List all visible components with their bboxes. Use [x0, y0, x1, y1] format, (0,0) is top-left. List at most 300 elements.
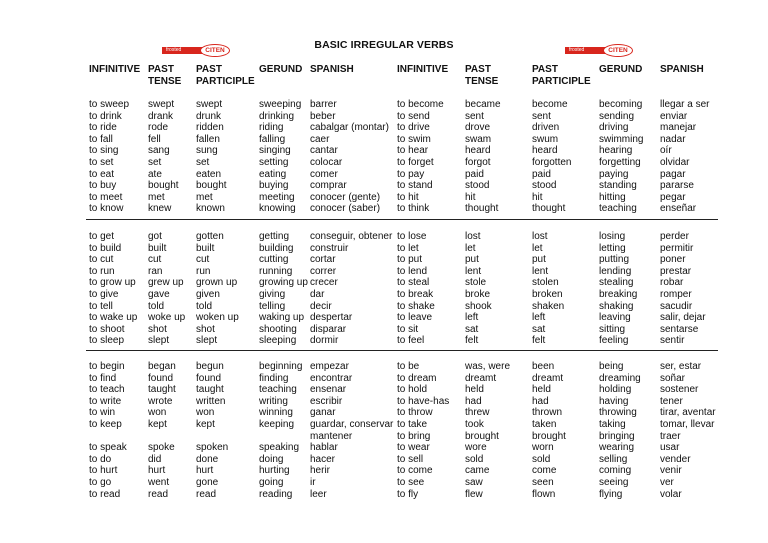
infinitive-cell: to keep: [89, 419, 122, 430]
spanish-cell: tomar, llevar: [660, 419, 715, 430]
past-tense-cell: woke up: [148, 312, 186, 324]
past-participle-cell: fallen: [196, 133, 220, 145]
past-tense-cell: was, were: [465, 361, 511, 372]
infinitive-cell: to stand: [397, 180, 433, 192]
infinitive-cell: to speak: [89, 442, 127, 454]
past-participle-cell: begun: [196, 361, 224, 372]
logo-brand: CITEN: [603, 44, 633, 57]
past-participle-cell: grown up: [196, 277, 238, 289]
gerund-cell: hitting: [599, 191, 626, 203]
spanish-cell: sentarse: [660, 323, 699, 335]
past-tense-cell: drove: [465, 122, 491, 134]
spanish-cell: prestar: [660, 265, 692, 277]
gerund-cell: growing up: [259, 277, 308, 289]
spanish-cell: beber: [310, 110, 336, 122]
spanish-cell: romper: [660, 289, 692, 300]
past-participle-cell: broken: [532, 289, 563, 300]
past-tense-cell: met: [148, 191, 165, 203]
infinitive-cell: to set: [89, 157, 114, 168]
past-participle-cell: woken up: [196, 312, 239, 324]
gerund-cell: building: [259, 242, 294, 254]
gerund-header: GERUND: [599, 64, 643, 75]
past-tense-cell: got: [148, 231, 162, 242]
past-tense-cell: shot: [148, 323, 167, 335]
past-tense-cell: ate: [148, 168, 162, 180]
spanish-cell: conocer (gente): [310, 191, 381, 203]
infinitive-cell: to sing: [89, 145, 119, 157]
spanish-cell: nadar: [660, 133, 686, 145]
spanish-cell: correr: [310, 265, 337, 277]
past-tense-cell: spoke: [148, 442, 175, 454]
spanish-cell: venir: [660, 465, 682, 477]
gerund-cell: breaking: [599, 289, 638, 300]
gerund-cell: waking up: [259, 312, 305, 324]
past-tense-header: PAST: [465, 64, 491, 75]
past-participle-cell: bought: [196, 180, 227, 192]
gerund-cell: hurting: [259, 465, 290, 477]
past-tense-cell: brought: [465, 430, 499, 442]
spanish-cell: vender: [660, 453, 691, 465]
publisher-logo: [565, 44, 637, 57]
gerund-cell: sending: [599, 110, 635, 122]
infinitive-cell: to sleep: [89, 335, 125, 347]
past-participle-cell: dreamt: [532, 372, 564, 384]
spanish-cell: traer: [660, 430, 681, 442]
gerund-cell: hearing: [599, 145, 633, 157]
spanish-cell: poner: [660, 254, 686, 266]
spanish-cell: ir: [310, 477, 316, 488]
gerund-cell: shaking: [599, 300, 634, 312]
past-tense-cell: bought: [148, 180, 179, 192]
infinitive-cell: to hear: [397, 145, 429, 157]
infinitive-cell: to buy: [89, 180, 117, 192]
gerund-cell: running: [259, 265, 293, 277]
gerund-cell: cutting: [259, 254, 289, 266]
spanish-cell: tener: [660, 395, 683, 407]
past-tense-cell: lent: [465, 265, 482, 277]
spanish-cell: hacer: [310, 453, 336, 465]
spanish-cell: empezar: [310, 361, 349, 372]
past-participle-cell: sent: [532, 110, 551, 122]
gerund-cell: losing: [599, 231, 626, 242]
past-participle-cell: lent: [532, 265, 549, 277]
past-participle-cell: slept: [196, 335, 218, 347]
past-tense-cell: read: [148, 488, 169, 500]
infinitive-cell: to let: [397, 242, 419, 254]
past-tense-cell: won: [148, 407, 167, 419]
gerund-cell: knowing: [259, 203, 296, 215]
gerund-cell: going: [259, 477, 284, 488]
gerund-cell: flying: [599, 488, 623, 500]
past-tense-cell: shook: [465, 300, 492, 312]
gerund-cell: buying: [259, 180, 289, 192]
gerund-cell: holding: [599, 384, 632, 396]
past-participle-cell: come: [532, 465, 557, 477]
past-participle-cell: sung: [196, 145, 218, 157]
past-participle-cell: drunk: [196, 110, 222, 122]
past-participle-cell: hurt: [196, 465, 214, 477]
past-participle-cell: let: [532, 242, 543, 254]
spanish-cell: despertar: [310, 312, 353, 324]
gerund-cell: finding: [259, 372, 289, 384]
infinitive-cell: to forget: [397, 157, 434, 168]
past-participle-cell: kept: [196, 419, 215, 430]
past-participle-cell: won: [196, 407, 215, 419]
infinitive-cell: to fall: [89, 133, 113, 145]
infinitive-cell: to take: [397, 419, 428, 430]
spanish-cell: herir: [310, 465, 331, 477]
spanish-cell: crecer: [310, 277, 338, 289]
infinitive-cell: to throw: [397, 407, 433, 419]
gerund-cell: doing: [259, 453, 284, 465]
past-tense-cell: threw: [465, 407, 490, 419]
spanish-cell: tirar, aventar: [660, 407, 716, 419]
past-participle-cell: heard: [532, 145, 558, 157]
spanish-cell: pararse: [660, 180, 694, 192]
infinitive-cell: to feel: [397, 335, 425, 347]
gerund-cell: writing: [259, 395, 288, 407]
past-tense-cell: sang: [148, 145, 170, 157]
infinitive-cell: to swim: [397, 133, 431, 145]
past-tense-cell: wrote: [148, 395, 173, 407]
past-participle-cell: flown: [532, 488, 556, 500]
past-tense-cell: sold: [465, 453, 484, 465]
infinitive-cell: to shake: [397, 300, 435, 312]
gerund-cell: leaving: [599, 312, 631, 324]
spanish-cell: dar: [310, 289, 325, 300]
infinitive-cell: to wear: [397, 442, 430, 454]
past-participle-cell: left: [532, 312, 546, 324]
past-participle-cell: hit: [532, 191, 543, 203]
past-participle-cell: thought: [532, 203, 566, 215]
past-participle-header: PARTICIPLE: [196, 76, 255, 87]
infinitive-cell: to meet: [89, 191, 123, 203]
past-participle-cell: brought: [532, 430, 566, 442]
past-tense-cell: gave: [148, 289, 170, 300]
infinitive-cell: to become: [397, 99, 444, 110]
infinitive-cell: to fly: [397, 488, 419, 500]
past-tense-cell: sent: [465, 110, 484, 122]
past-tense-cell: left: [465, 312, 479, 324]
spanish-cell: enseñar: [660, 203, 697, 215]
past-participle-cell: seen: [532, 477, 554, 488]
past-participle-cell: had: [532, 395, 549, 407]
infinitive-cell: to wake up: [89, 312, 138, 324]
past-tense-cell: swept: [148, 99, 175, 110]
past-participle-cell: gone: [196, 477, 219, 488]
spanish-cell: dormir: [310, 335, 339, 347]
past-tense-cell: drank: [148, 110, 174, 122]
past-tense-cell: held: [465, 384, 484, 396]
past-tense-header: TENSE: [148, 76, 182, 87]
gerund-cell: eating: [259, 168, 287, 180]
infinitive-cell: to think: [397, 203, 430, 215]
spanish-cell: sacudir: [660, 300, 693, 312]
gerund-cell: keeping: [259, 419, 295, 430]
past-participle-cell: given: [196, 289, 220, 300]
infinitive-cell: to dream: [397, 372, 437, 384]
infinitive-cell: to shoot: [89, 323, 125, 335]
infinitive-cell: to tell: [89, 300, 113, 312]
past-tense-cell: forgot: [465, 157, 491, 168]
infinitive-cell: to pay: [397, 168, 425, 180]
past-tense-cell: dreamt: [465, 372, 497, 384]
past-participle-cell: written: [196, 395, 226, 407]
past-participle-cell: paid: [532, 168, 551, 180]
past-tense-cell: swam: [465, 133, 492, 145]
logo-tag: frosted: [162, 47, 204, 54]
spanish-cell: pagar: [660, 168, 686, 180]
spanish-cell: comer: [310, 168, 338, 180]
gerund-cell: giving: [259, 289, 286, 300]
spanish-cell: conocer (saber): [310, 203, 381, 215]
infinitive-cell: to know: [89, 203, 124, 215]
past-tense-cell: kept: [148, 419, 167, 430]
infinitive-cell: to get: [89, 231, 115, 242]
past-tense-cell: felt: [465, 335, 479, 347]
past-tense-cell: thought: [465, 203, 499, 215]
gerund-cell: swimming: [599, 133, 644, 145]
gerund-cell: wearing: [599, 442, 635, 454]
past-participle-cell: driven: [532, 122, 560, 134]
past-participle-cell: met: [196, 191, 213, 203]
past-participle-cell: spoken: [196, 442, 229, 454]
past-participle-cell: eaten: [196, 168, 222, 180]
past-participle-cell: set: [196, 157, 210, 168]
past-participle-cell: sat: [532, 323, 546, 335]
infinitive-cell: to drive: [397, 122, 430, 134]
gerund-cell: sweeping: [259, 99, 302, 110]
past-tense-cell: fell: [148, 133, 161, 145]
gerund-cell: throwing: [599, 407, 637, 419]
gerund-cell: letting: [599, 242, 626, 254]
past-tense-cell: heard: [465, 145, 491, 157]
spanish-cell: ensenar: [310, 384, 347, 396]
spanish-cell: ver: [660, 477, 674, 488]
spanish-cell: sentir: [660, 335, 685, 347]
spanish-cell: conseguir, obtener: [310, 231, 393, 242]
gerund-cell: dreaming: [599, 372, 641, 384]
spanish-cell: caer: [310, 133, 330, 145]
past-participle-cell: ridden: [196, 122, 224, 134]
past-tense-cell: lost: [465, 231, 481, 242]
spanish-cell: llegar a ser: [660, 99, 710, 110]
gerund-cell: taking: [599, 419, 626, 430]
past-tense-cell: ran: [148, 265, 163, 277]
gerund-cell: singing: [259, 145, 291, 157]
infinitive-cell: to drink: [89, 110, 122, 122]
past-participle-cell: taken: [532, 419, 557, 430]
infinitive-cell: to sit: [397, 323, 419, 335]
gerund-cell: being: [599, 361, 624, 372]
infinitive-cell: to find: [89, 372, 117, 384]
past-participle-cell: felt: [532, 335, 546, 347]
infinitive-cell: to be: [397, 361, 420, 372]
gerund-cell: lending: [599, 265, 632, 277]
past-participle-cell: put: [532, 254, 546, 266]
past-tense-cell: began: [148, 361, 176, 372]
gerund-cell: telling: [259, 300, 286, 312]
past-tense-cell: built: [148, 242, 167, 254]
past-tense-cell: saw: [465, 477, 483, 488]
spanish-cell: pegar: [660, 191, 686, 203]
infinitive-cell: to go: [89, 477, 112, 488]
past-participle-cell: run: [196, 265, 211, 277]
past-participle-header: PARTICIPLE: [532, 76, 591, 87]
spanish-cell: enviar: [660, 110, 688, 122]
infinitive-cell: to hit: [397, 191, 419, 203]
gerund-cell: beginning: [259, 361, 303, 372]
spanish-cell: volar: [660, 488, 682, 500]
gerund-cell: teaching: [599, 203, 637, 215]
infinitive-header: INFINITIVE: [397, 64, 449, 75]
gerund-cell: forgetting: [599, 157, 641, 168]
past-tense-cell: told: [148, 300, 165, 312]
spanish-cell: hablar: [310, 442, 338, 454]
infinitive-cell: to send: [397, 110, 430, 122]
gerund-cell: speaking: [259, 442, 300, 454]
spanish-cell: manejar: [660, 122, 697, 134]
spanish-cell: cortar: [310, 254, 336, 266]
gerund-cell: becoming: [599, 99, 643, 110]
gerund-cell: meeting: [259, 191, 295, 203]
past-tense-cell: knew: [148, 203, 172, 215]
past-participle-cell: swum: [532, 133, 559, 145]
past-tense-cell: wore: [465, 442, 487, 454]
spanish-cell: barrer: [310, 99, 337, 110]
past-tense-cell: stood: [465, 180, 490, 192]
gerund-cell: winning: [259, 407, 293, 419]
past-tense-cell: put: [465, 254, 479, 266]
past-tense-header: TENSE: [465, 76, 499, 87]
infinitive-cell: to begin: [89, 361, 125, 372]
gerund-cell: drinking: [259, 110, 295, 122]
gerund-cell: sleeping: [259, 335, 297, 347]
past-participle-cell: known: [196, 203, 225, 215]
past-participle-cell: forgotten: [532, 157, 572, 168]
gerund-cell: selling: [599, 453, 628, 465]
infinitive-cell: to build: [89, 242, 122, 254]
past-tense-cell: sat: [465, 323, 479, 335]
past-tense-cell: flew: [465, 488, 483, 500]
past-tense-cell: found: [148, 372, 174, 384]
infinitive-cell: to steal: [397, 277, 430, 289]
past-participle-cell: thrown: [532, 407, 563, 419]
infinitive-cell: to hold: [397, 384, 428, 396]
spanish-cell: olvidar: [660, 157, 690, 168]
gerund-cell: stealing: [599, 277, 634, 289]
infinitive-cell: to grow up: [89, 277, 136, 289]
past-participle-cell: lost: [532, 231, 548, 242]
gerund-cell: sitting: [599, 323, 626, 335]
spanish-cell: usar: [660, 442, 680, 454]
gerund-cell: putting: [599, 254, 630, 266]
past-participle-cell: read: [196, 488, 217, 500]
past-participle-cell: taught: [196, 384, 224, 396]
gerund-cell: having: [599, 395, 629, 407]
past-participle-cell: stolen: [532, 277, 559, 289]
past-participle-cell: been: [532, 361, 555, 372]
infinitive-cell: to lose: [397, 231, 427, 242]
past-participle-cell: stood: [532, 180, 557, 192]
infinitive-cell: to see: [397, 477, 425, 488]
infinitive-cell: to bring: [397, 430, 431, 442]
infinitive-cell: to break: [397, 289, 434, 300]
gerund-cell: standing: [599, 180, 637, 192]
spanish-cell: escribir: [310, 395, 343, 407]
gerund-cell: riding: [259, 122, 284, 134]
spanish-cell: decir: [310, 300, 332, 312]
gerund-cell: bringing: [599, 430, 635, 442]
past-tense-cell: had: [465, 395, 482, 407]
infinitive-cell: to do: [89, 453, 112, 465]
gerund-cell: seeing: [599, 477, 629, 488]
past-tense-header: PAST: [148, 64, 174, 75]
spanish-cell: oír: [660, 145, 672, 157]
gerund-cell: reading: [259, 488, 293, 500]
section-divider: [86, 350, 718, 351]
infinitive-cell: to sweep: [89, 99, 130, 110]
past-participle-cell: shaken: [532, 300, 565, 312]
past-participle-cell: gotten: [196, 231, 224, 242]
infinitive-cell: to sell: [397, 453, 424, 465]
spanish-cell: salir, dejar: [660, 312, 706, 324]
past-participle-cell: held: [532, 384, 551, 396]
infinitive-cell: to run: [89, 265, 115, 277]
past-participle-cell: found: [196, 372, 222, 384]
gerund-cell: teaching: [259, 384, 297, 396]
past-tense-cell: did: [148, 453, 162, 465]
spanish-cell: disparar: [310, 323, 347, 335]
past-tense-cell: became: [465, 99, 501, 110]
infinitive-cell: to give: [89, 289, 119, 300]
infinitive-cell: to lend: [397, 265, 428, 277]
past-tense-cell: grew up: [148, 277, 184, 289]
gerund-cell: shooting: [259, 323, 297, 335]
section-divider: [86, 219, 718, 220]
spanish-cell: mantener: [310, 430, 353, 442]
past-tense-cell: paid: [465, 168, 484, 180]
spanish-cell: robar: [660, 277, 684, 289]
logo-tag: frosted: [565, 47, 607, 54]
spanish-cell: cantar: [310, 145, 338, 157]
past-tense-cell: stole: [465, 277, 487, 289]
past-tense-cell: went: [148, 477, 170, 488]
past-participle-cell: swept: [196, 99, 223, 110]
past-participle-cell: built: [196, 242, 215, 254]
publisher-logo: [162, 44, 234, 57]
past-tense-cell: broke: [465, 289, 491, 300]
infinitive-cell: to come: [397, 465, 433, 477]
past-tense-cell: let: [465, 242, 476, 254]
gerund-cell: feeling: [599, 335, 629, 347]
past-participle-cell: shot: [196, 323, 215, 335]
page-title: BASIC IRREGULAR VERBS: [314, 39, 454, 51]
spanish-cell: cabalgar (montar): [310, 122, 389, 134]
past-tense-cell: cut: [148, 254, 162, 266]
spanish-header: SPANISH: [310, 64, 354, 75]
infinitive-cell: to win: [89, 407, 116, 419]
past-participle-cell: told: [196, 300, 213, 312]
past-tense-cell: came: [465, 465, 490, 477]
infinitive-cell: to leave: [397, 312, 433, 324]
infinitive-cell: to put: [397, 254, 423, 266]
gerund-cell: driving: [599, 122, 629, 134]
spanish-header: SPANISH: [660, 64, 704, 75]
past-participle-header: PAST: [532, 64, 558, 75]
past-tense-cell: took: [465, 419, 484, 430]
past-participle-cell: cut: [196, 254, 210, 266]
